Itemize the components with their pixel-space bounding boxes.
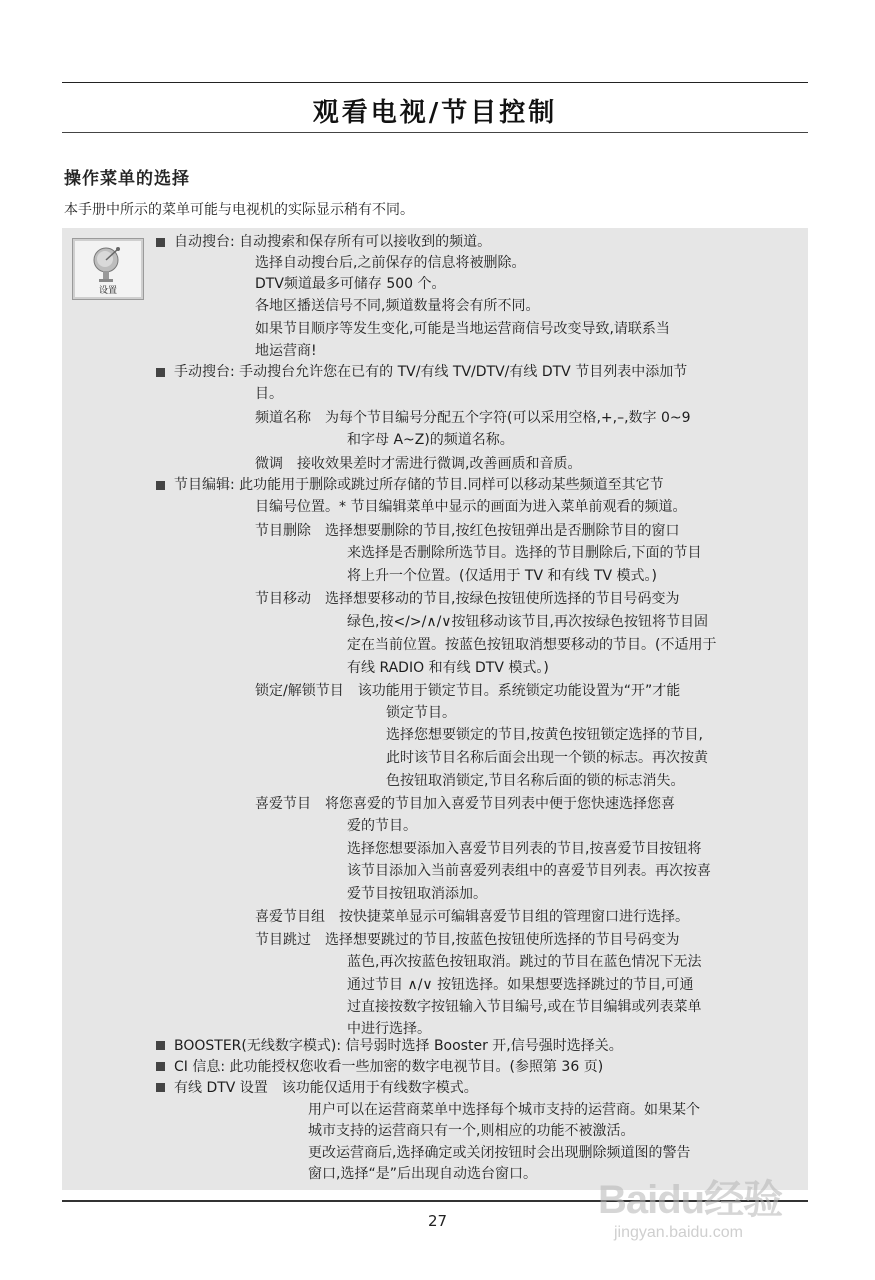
text-line: 蓝色,再次按蓝色按钮取消。跳过的节目在蓝色情况下无法 [347, 954, 702, 970]
text-line: 爱的节目。 [347, 818, 417, 834]
text-line: 目。 [255, 386, 283, 402]
text-line: 节目跳过 选择想要跳过的节目,按蓝色按钮使所选择的节目号码变为 [255, 932, 680, 948]
text-line: 将上升一个位置。(仅适用于 TV 和有线 TV 模式。) [347, 568, 657, 584]
text-line: 定在当前位置。按蓝色按钮取消想要移动的节目。(不适用于 [347, 637, 717, 653]
watermark-logo: Baidu经验 [598, 1178, 783, 1222]
text-line: CI 信息: 此功能授权您收看一些加密的数字电视节目。(参照第 36 页) [174, 1059, 604, 1075]
text-line: 喜爱节目组 按快捷菜单显示可编辑喜爱节目组的管理窗口进行选择。 [255, 909, 689, 925]
text-line: 喜爱节目 将您喜爱的节目加入喜爱节目列表中便于您快速选择您喜 [255, 796, 675, 812]
icon-label: 设置 [98, 286, 117, 296]
text-line: 选择您想要添加入喜爱节目列表的节目,按喜爱节目按钮将 [347, 841, 702, 857]
text-line: 如果节目顺序等发生变化,可能是当地运营商信号改变导致,请联系当 [255, 321, 670, 337]
text-line: 更改运营商后,选择确定或关闭按钮时会出现删除频道图的警告 [308, 1145, 691, 1161]
text-line: 此时该节目名称后面会出现一个锁的标志。再次按黄 [386, 750, 708, 766]
text-line: 爱节目按钮取消添加。 [347, 886, 487, 902]
text-line: 来选择是否删除所选节目。选择的节目删除后,下面的节目 [347, 545, 702, 561]
text-line: 有线 DTV 设置 该功能仅适用于有线数字模式。 [174, 1080, 478, 1096]
page-number: 27 [427, 1212, 448, 1230]
settings-icon-box [72, 238, 144, 300]
intro-text: 本手册中所示的菜单可能与电视机的实际显示稍有不同。 [64, 202, 414, 218]
text-line: 自动搜台: 自动搜索和保存所有可以接收到的频道。 [174, 234, 492, 250]
text-line: 各地区播送信号不同,频道数量将会有所不同。 [255, 298, 540, 314]
text-line: 微调 接收效果差时才需进行微调,改善画质和音质。 [255, 456, 582, 472]
bullet-square [156, 1083, 165, 1092]
text-line: 选择您想要锁定的节目,按黄色按钮锁定选择的节目, [386, 727, 703, 743]
text-line: 选择自动搜台后,之前保存的信息将被删除。 [255, 255, 526, 271]
text-line: 色按钮取消锁定,节目名称后面的锁的标志消失。 [386, 773, 685, 789]
text-line: 绿色,按</>/∧/∨按钮移动该节目,再次按绿色按钮将节目固 [347, 614, 709, 630]
text-line: 和字母 A~Z)的频道名称。 [347, 432, 514, 448]
title-underline [62, 132, 808, 133]
text-line: 频道名称 为每个节目编号分配五个字符(可以采用空格,+,–,数字 0~9 [255, 410, 691, 426]
text-line: 节目删除 选择想要删除的节目,按红色按钮弹出是否删除节目的窗口 [255, 523, 680, 539]
page-title: 观看电视/节目控制 [312, 98, 558, 128]
text-line: 用户可以在运营商菜单中选择每个城市支持的运营商。如果某个 [308, 1102, 700, 1118]
bullet-square [156, 481, 165, 490]
bullet-square [156, 368, 165, 377]
text-line: 地运营商! [255, 343, 317, 359]
text-line: DTV频道最多可储存 500 个。 [255, 276, 446, 292]
bullet-square [156, 238, 165, 247]
text-line: 该节目添加入当前喜爱列表组中的喜爱节目列表。再次按喜 [347, 863, 711, 879]
text-line: 锁定/解锁节目 该功能用于锁定节目。系统锁定功能设置为“开”才能 [255, 683, 681, 699]
text-line: 有线 RADIO 和有线 DTV 模式。) [347, 660, 549, 676]
text-line: 节目编辑: 此功能用于删除或跳过所存储的节目.同样可以移动某些频道至其它节 [174, 477, 664, 493]
text-line: 通过节目 ∧/∨ 按钮选择。如果想要选择跳过的节目,可通 [347, 977, 694, 993]
text-line: 窗口,选择“是”后出现自动选台窗口。 [308, 1166, 537, 1182]
text-line: 目编号位置。* 节目编辑菜单中显示的画面为进入菜单前观看的频道。 [255, 499, 687, 515]
watermark-url: jingyan.baidu.com [614, 1224, 743, 1241]
text-line: BOOSTER(无线数字模式): 信号弱时选择 Booster 开,信号强时选择关。 [174, 1038, 623, 1054]
text-line: 城市支持的运营商只有一个,则相应的功能不被激活。 [308, 1123, 635, 1139]
text-line: 节目移动 选择想要移动的节目,按绿色按钮使所选择的节目号码变为 [255, 591, 680, 607]
text-line: 锁定节目。 [386, 705, 456, 721]
bullet-square [156, 1062, 165, 1071]
text-line: 中进行选择。 [347, 1021, 431, 1037]
section-heading: 操作菜单的选择 [64, 169, 190, 189]
satellite-dish-icon [92, 245, 124, 283]
text-line: 手动搜台: 手动搜台允许您在已有的 TV/有线 TV/DTV/有线 DTV 节目列表中添加节 [174, 364, 688, 380]
bullet-square [156, 1041, 165, 1050]
top-rule [62, 82, 808, 83]
text-line: 过直接按数字按钮输入节目编号,或在节目编辑或列表菜单 [347, 999, 702, 1015]
